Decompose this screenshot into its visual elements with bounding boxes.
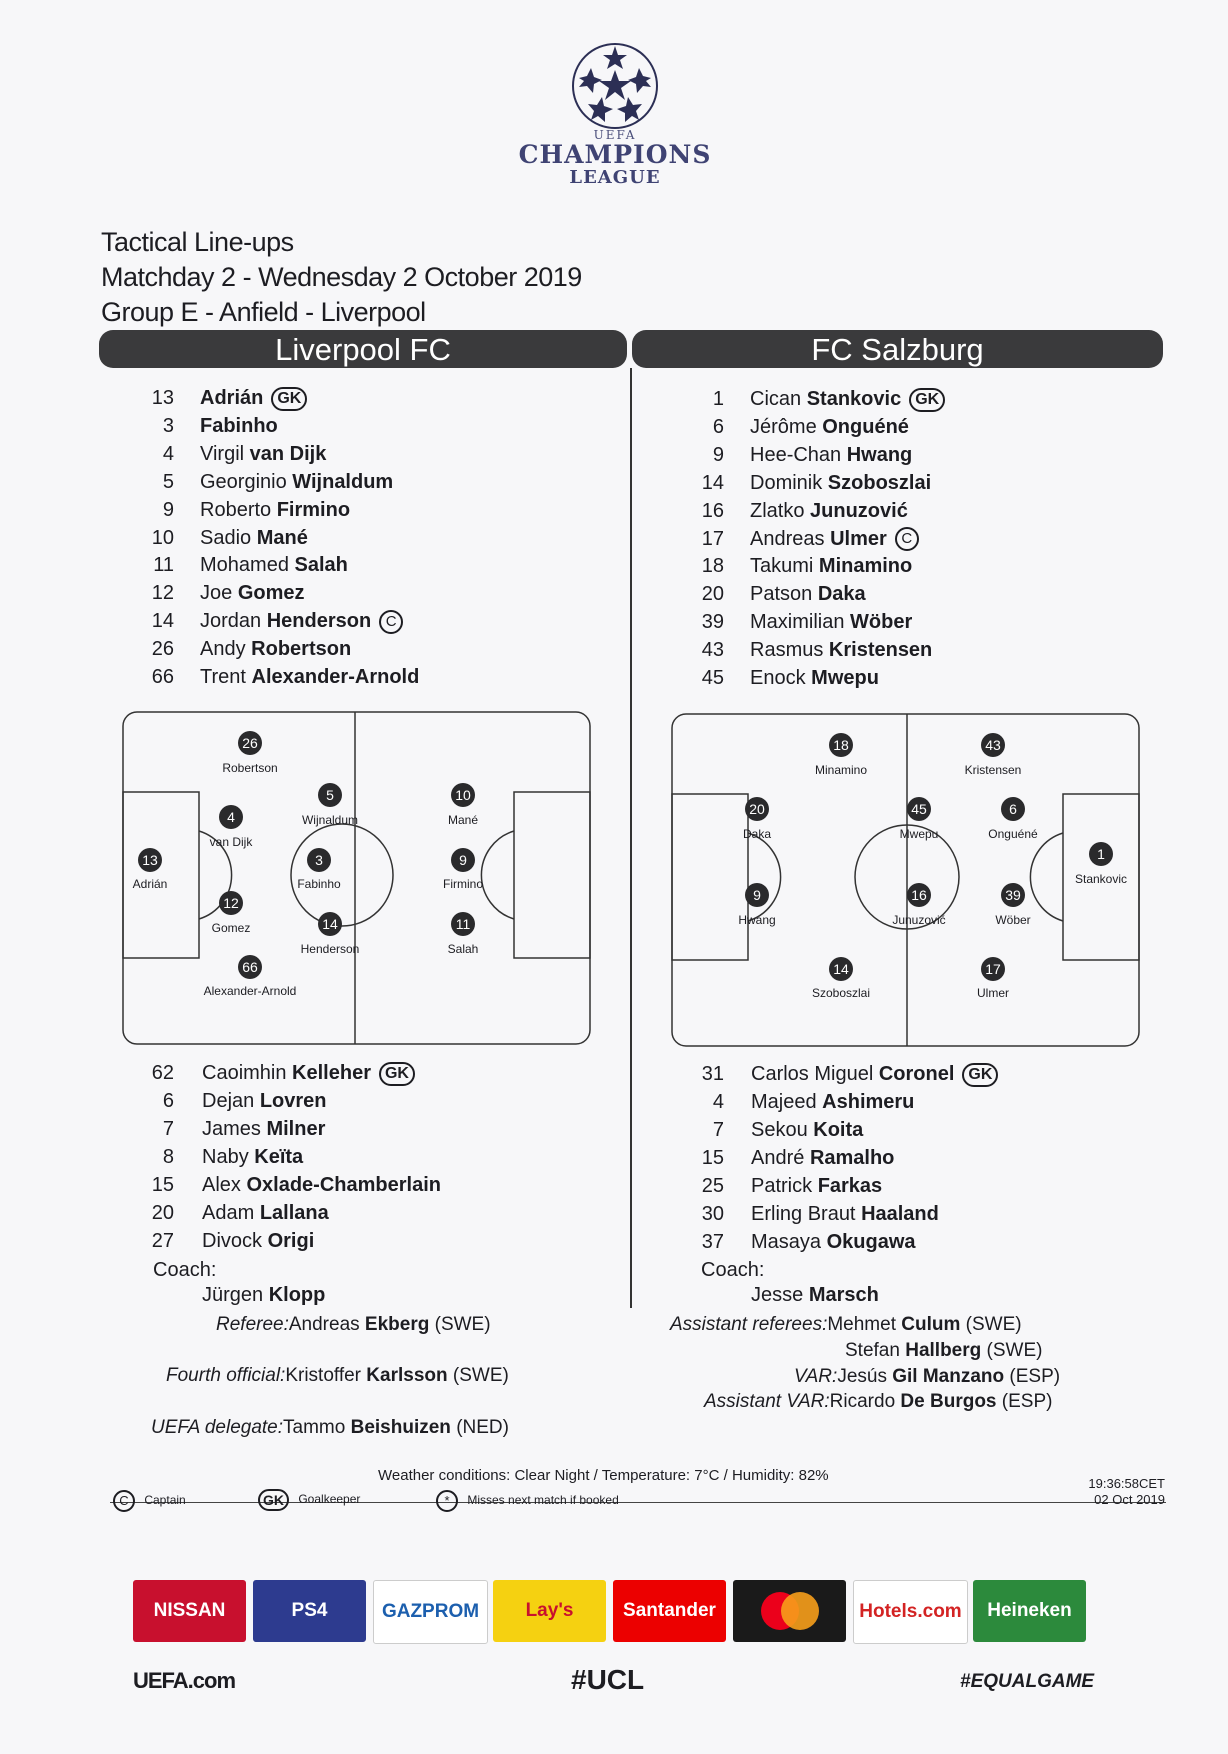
player-name: Naby Keïta <box>202 1146 304 1168</box>
sponsor-logo-santander: Santander <box>613 1580 726 1642</box>
marker-label: Salah <box>447 942 479 956</box>
shirt-number: 39 <box>701 611 724 634</box>
sponsor-logo-mastercard <box>733 1580 846 1642</box>
marker-label: Kristensen <box>964 763 1022 777</box>
shirt-number: 11 <box>153 554 174 577</box>
player-name: Georginio Wijnaldum <box>200 470 394 493</box>
marker-number: 11 <box>455 916 471 932</box>
goalkeeper-icon: GK <box>258 1489 289 1511</box>
formation-player <box>988 797 1038 841</box>
marker-number: 39 <box>1005 887 1021 903</box>
player-name: Adam Lallana <box>202 1202 329 1224</box>
player-name: Jérôme Onguéné <box>750 415 909 438</box>
shirt-number: 37 <box>701 1231 724 1253</box>
page-title: Tactical Line-ups <box>101 227 294 257</box>
shirt-number: 7 <box>162 1118 174 1140</box>
marker-label: Wijnaldum <box>301 813 359 827</box>
marker-number: 3 <box>315 852 323 868</box>
sponsor-logo-hotels-com: Hotels.com <box>853 1580 968 1644</box>
shirt-number: 30 <box>701 1203 724 1225</box>
sponsor-logo-gazprom: GAZPROM <box>373 1580 488 1644</box>
shirt-number: 17 <box>701 527 724 550</box>
marker-number: 66 <box>242 959 258 975</box>
home-coach-name: Jürgen Klopp <box>202 1284 326 1306</box>
formation-player <box>812 957 870 1000</box>
shirt-number: 43 <box>701 639 724 662</box>
marker-label: Wöber <box>995 913 1031 927</box>
player-name: Caoimhin Kelleher GK <box>202 1059 415 1087</box>
formation-player <box>133 848 168 891</box>
player-name: Trent Alexander-Arnold <box>200 666 420 688</box>
away-coach-label: Coach: <box>701 1259 765 1281</box>
marker-label: Ulmer <box>977 986 1009 1000</box>
away-coach-name: Jesse Marsch <box>751 1284 879 1306</box>
shirt-number: 6 <box>162 1090 174 1112</box>
formation-player <box>301 912 360 956</box>
player-name: Enock Mwepu <box>750 667 879 689</box>
legend-captain: C Captain <box>113 1490 186 1512</box>
marker-number: 43 <box>985 737 1001 753</box>
player-name: Dominik Szoboszlai <box>750 471 932 494</box>
formation-player <box>892 883 945 927</box>
player-name: Sadio Mané <box>200 526 308 549</box>
formation-player <box>210 805 254 849</box>
column-divider <box>630 368 632 1308</box>
shirt-number: 16 <box>701 499 724 522</box>
shirt-number: 9 <box>712 443 724 466</box>
marker-number: 9 <box>459 852 467 868</box>
marker-number: 5 <box>326 787 334 803</box>
sponsor-logo-lay-s: Lay's <box>493 1580 606 1642</box>
matchday-line: Matchday 2 - Wednesday 2 October 2019 <box>101 262 582 292</box>
marker-label: Alexander-Arnold <box>203 984 297 998</box>
legend-booked: * Misses next match if booked <box>436 1490 619 1512</box>
player-name: Mohamed Salah <box>200 554 348 577</box>
var-line: VAR:Jesús Gil Manzano (ESP) <box>794 1366 1061 1387</box>
marker-number: 26 <box>242 735 258 751</box>
marker-number: 17 <box>985 961 1001 977</box>
captain-icon: C <box>895 527 919 551</box>
shirt-number: 5 <box>162 470 174 493</box>
shirt-number: 62 <box>151 1062 174 1084</box>
home-starters-list <box>140 384 620 694</box>
shirt-number: 15 <box>151 1174 174 1196</box>
marker-number: 45 <box>911 801 927 817</box>
marker-label: Mané <box>447 813 479 827</box>
player-name: Erling Braut Haaland <box>751 1203 939 1225</box>
shirt-number: 3 <box>162 414 174 437</box>
marker-label: Gomez <box>211 921 251 935</box>
player-name: Rasmus Kristensen <box>750 639 933 662</box>
marker-label: Daka <box>742 827 772 841</box>
formation-player <box>222 731 277 775</box>
player-name: Patson Daka <box>750 583 866 606</box>
fourth-official-line: Fourth official:Kristoffer Karlsson (SWE) <box>166 1365 509 1386</box>
player-name: Alex Oxlade-Chamberlain <box>202 1174 441 1196</box>
away-subs-list <box>690 1060 1170 1260</box>
goalkeeper-icon: GK <box>909 388 945 412</box>
marker-number: 14 <box>833 961 849 977</box>
player-name: Hee-Chan Hwang <box>750 443 913 466</box>
marker-number: 9 <box>753 887 761 903</box>
player-name: Maximilian Wöber <box>750 611 913 634</box>
logo-league: LEAGUE <box>569 167 661 188</box>
shirt-number: 45 <box>701 667 724 689</box>
marker-number: 16 <box>911 887 927 903</box>
goalkeeper-icon: GK <box>271 387 307 411</box>
shirt-number: 25 <box>701 1175 724 1197</box>
shirt-number: 31 <box>701 1063 724 1085</box>
formation-player <box>297 848 341 891</box>
marker-label: Junuzović <box>892 913 946 927</box>
captain-icon: C <box>379 610 403 634</box>
home-pitch <box>121 710 593 1051</box>
formation-player <box>977 957 1009 1000</box>
marker-label: Onguéné <box>988 827 1038 841</box>
formation-player <box>900 797 939 841</box>
shirt-number: 6 <box>712 415 724 438</box>
player-name: Jordan Henderson C <box>200 607 403 635</box>
uefa-delegate-line: UEFA delegate:Tammo Beishuizen (NED) <box>151 1417 509 1438</box>
shirt-number: 12 <box>151 582 174 605</box>
marker-number: 6 <box>1009 801 1017 817</box>
footer-uefa-com: UEFA.com <box>133 1668 236 1693</box>
formation-player <box>448 912 479 956</box>
shirt-number: 14 <box>701 471 724 494</box>
player-name: Divock Origi <box>202 1230 315 1252</box>
formation-player <box>743 797 771 841</box>
formation-player <box>995 883 1030 927</box>
shirt-number: 13 <box>151 387 174 409</box>
marker-number: 13 <box>142 852 158 868</box>
formation-player <box>738 883 775 927</box>
marker-label: Henderson <box>300 942 360 956</box>
shirt-number: 1 <box>712 388 724 410</box>
referee-line: Referee:Andreas Ekberg (SWE) <box>216 1314 491 1335</box>
formation-player <box>448 783 478 827</box>
marker-number: 4 <box>227 809 235 825</box>
booking-star-icon: * <box>436 1490 458 1512</box>
player-name: Carlos Miguel Coronel GK <box>751 1060 998 1088</box>
goalkeeper-icon: GK <box>962 1063 998 1087</box>
player-name: James Milner <box>202 1118 326 1140</box>
player-name: Sekou Koita <box>751 1119 864 1141</box>
formation-player <box>1075 842 1127 886</box>
player-name: Fabinho <box>200 414 278 437</box>
shirt-number: 4 <box>162 442 174 465</box>
player-name: Andy Robertson <box>200 638 352 661</box>
marker-label: Hwang <box>738 913 776 927</box>
marker-label: Firmino <box>442 877 484 891</box>
away-starters-list <box>690 385 1170 695</box>
shirt-number: 7 <box>712 1119 724 1141</box>
player-name: Andreas Ulmer C <box>750 525 919 553</box>
timestamp: 19:36:58CET 02 Oct 2019 <box>1088 1476 1165 1507</box>
sponsor-logo-heineken: Heineken <box>973 1580 1086 1642</box>
formation-player <box>443 848 483 891</box>
legend-goalkeeper: GK Goalkeeper <box>258 1489 360 1511</box>
marker-label: van Dijk <box>209 835 253 849</box>
marker-label: Szoboszlai <box>811 986 871 1000</box>
formation-player <box>212 891 251 935</box>
captain-icon: C <box>113 1490 135 1512</box>
marker-number: 10 <box>455 787 471 803</box>
footer-equalgame: #EQUALGAME <box>960 1671 1095 1692</box>
group-line: Group E - Anfield - Liverpool <box>101 297 426 327</box>
player-name: Virgil van Dijk <box>200 442 327 465</box>
shirt-number: 18 <box>701 555 724 578</box>
logo-champions: CHAMPIONS <box>518 140 712 169</box>
player-name: Joe Gomez <box>200 582 305 605</box>
marker-label: Stankovic <box>1074 872 1128 886</box>
shirt-number: 66 <box>151 666 174 688</box>
marker-label: Minamino <box>814 763 868 777</box>
assistant-referee-line-2: Stefan Hallberg (SWE) <box>845 1340 1043 1361</box>
player-name: Zlatko Junuzović <box>750 499 908 522</box>
goalkeeper-icon: GK <box>379 1062 415 1086</box>
player-name: André Ramalho <box>751 1147 895 1169</box>
shirt-number: 4 <box>712 1091 724 1113</box>
sponsor-logo-ps4: PS4 <box>253 1580 366 1642</box>
player-name: Roberto Firmino <box>200 498 351 521</box>
player-name: Dejan Lovren <box>202 1090 327 1112</box>
formation-player <box>815 733 867 777</box>
weather-conditions: Weather conditions: Clear Night / Temperature: 7°C / Humidity: 82% <box>378 1467 829 1484</box>
player-name: Patrick Farkas <box>751 1175 883 1197</box>
marker-number: 20 <box>749 801 765 817</box>
formation-player <box>965 733 1022 777</box>
assistant-referee-line-1: Assistant referees:Mehmet Culum (SWE) <box>670 1314 1022 1335</box>
footer-hashtag-ucl: #UCL <box>571 1664 645 1695</box>
shirt-number: 20 <box>701 583 724 606</box>
formation-player <box>204 955 297 998</box>
team-bar-away: FC Salzburg <box>632 330 1163 368</box>
assistant-var-line: Assistant VAR:Ricardo De Burgos (ESP) <box>704 1391 1053 1412</box>
marker-number: 18 <box>833 737 849 753</box>
away-pitch <box>670 712 1142 1053</box>
shirt-number: 10 <box>151 526 174 549</box>
formation-player <box>302 783 358 827</box>
shirt-number: 14 <box>151 610 174 633</box>
marker-label: Robertson <box>222 761 278 775</box>
ucl-logo <box>505 40 725 188</box>
shirt-number: 15 <box>701 1147 724 1169</box>
logo-uefa: UEFA <box>593 128 637 142</box>
starball-icon <box>569 40 661 132</box>
shirt-number: 27 <box>151 1230 174 1252</box>
shirt-number: 8 <box>162 1146 174 1168</box>
marker-number: 1 <box>1097 846 1105 862</box>
shirt-number: 9 <box>162 498 174 521</box>
shirt-number: 26 <box>151 638 174 661</box>
marker-label: Fabinho <box>297 877 341 891</box>
shirt-number: 20 <box>151 1202 174 1224</box>
player-name: Cican Stankovic GK <box>750 385 945 413</box>
team-bar-home: Liverpool FC <box>99 330 627 368</box>
player-name: Takumi Minamino <box>750 555 913 578</box>
home-coach-label: Coach: <box>153 1259 217 1281</box>
sponsor-logo-nissan: NISSAN <box>133 1580 246 1642</box>
player-name: Adrián GK <box>200 384 307 412</box>
marker-number: 14 <box>322 916 338 932</box>
player-name: Majeed Ashimeru <box>751 1091 915 1113</box>
player-name: Masaya Okugawa <box>751 1231 916 1253</box>
marker-label: Adrián <box>132 877 168 891</box>
marker-label: Mwepu <box>899 827 939 841</box>
marker-number: 12 <box>223 895 239 911</box>
home-subs-list <box>140 1059 620 1259</box>
